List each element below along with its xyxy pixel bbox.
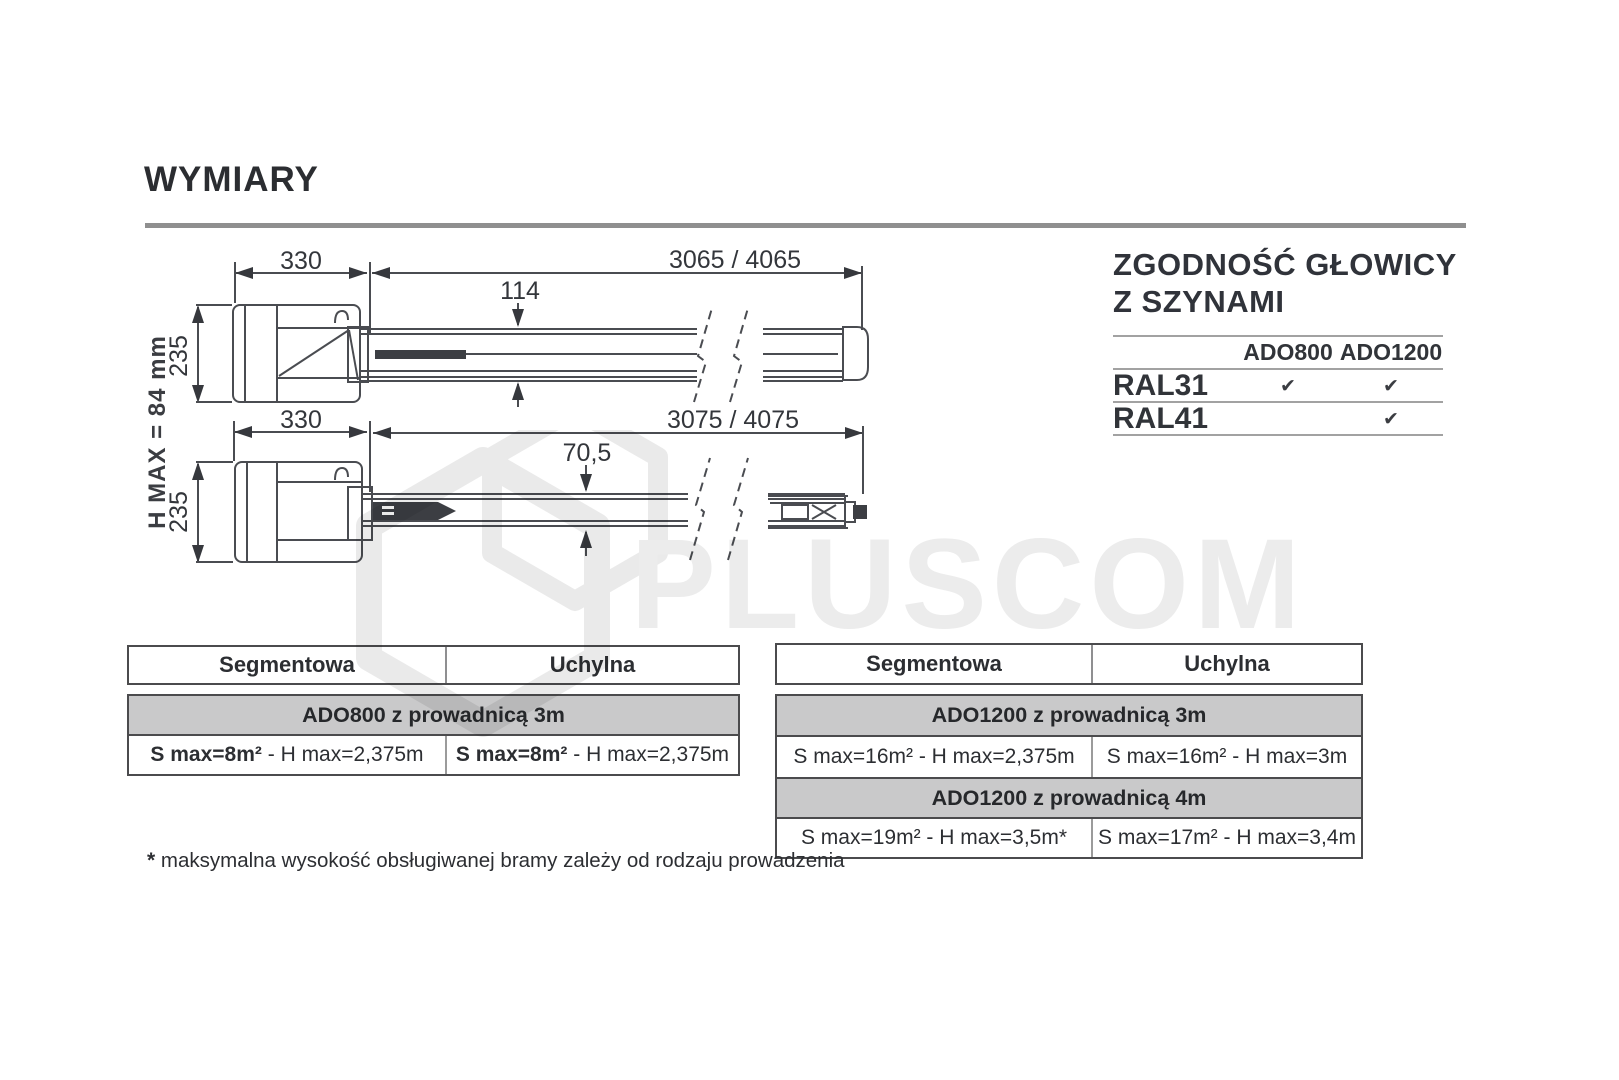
compatibility-table (1113, 335, 1443, 436)
page-title: WYMIARY (144, 160, 319, 199)
dim-rail-height-top: 114 (500, 277, 540, 305)
compat-col-ado1200: ADO1200 (1339, 339, 1443, 365)
table-header-cell: Segmentowa (219, 652, 355, 677)
watermark-text: PLUSCOM (630, 513, 1306, 656)
compatibility-header-row (1113, 337, 1443, 370)
check-icon: ✔ (1383, 374, 1399, 397)
section-title-band: ADO1200 z prowadnicą 3m (777, 696, 1361, 737)
footnote (147, 849, 845, 873)
spec-cell: S max=8m² - H max=2,375m (150, 743, 424, 766)
spec-table-right-header (775, 643, 1363, 685)
table-header-cell: Segmentowa (866, 651, 1002, 676)
spec-cell: S max=17m² - H max=3,4m (1091, 819, 1361, 857)
spec-table-left-body (127, 694, 740, 776)
footnote-asterisk: * (147, 849, 156, 872)
compat-row-label: RAL41 (1113, 401, 1209, 435)
dim-head-width-bottom: 330 (280, 406, 322, 434)
h-max-label: H MAX = 84 mm (144, 335, 171, 529)
spec-cell: S max=8m² - H max=2,375m (445, 736, 738, 774)
section-title-band: ADO1200 z prowadnicą 4m (777, 779, 1361, 819)
compat-col-ado800: ADO800 (1243, 339, 1333, 365)
spec-cell: S max=19m² - H max=3,5m* (800, 826, 1068, 849)
compatibility-title (1113, 246, 1457, 320)
table-row (777, 737, 1361, 779)
spec-table-left-header (127, 645, 740, 685)
dim-rail-length-top: 3065 / 4065 (668, 246, 802, 274)
compat-row-ral41 (1113, 403, 1443, 436)
compatibility-title-line2: Z SZYNAMI (1113, 284, 1285, 319)
dim-rail-length-bottom: 3075 / 4075 (666, 406, 800, 434)
check-icon: ✔ (1383, 407, 1399, 430)
check-icon: ✔ (1280, 374, 1296, 397)
spec-table-right-body (775, 694, 1363, 859)
table-header-cell: Uchylna (445, 647, 738, 683)
title-divider (145, 223, 1466, 228)
compat-row-ral31 (1113, 370, 1443, 403)
footnote-text: maksymalna wysokość obsługiwanej bramy zależy od rodzaju prowadzenia (155, 849, 845, 872)
compat-row-label: RAL31 (1113, 368, 1209, 402)
spec-cell: S max=16m² - H max=2,375m (793, 745, 1075, 768)
table-row (129, 736, 738, 774)
dim-head-height-bottom: 235 (165, 491, 193, 533)
dim-head-width-top: 330 (280, 247, 322, 275)
section-title-band: ADO800 z prowadnicą 3m (129, 696, 738, 736)
table-header-cell: Uchylna (1091, 645, 1361, 683)
table-row (777, 819, 1361, 857)
dim-rail-height-bottom: 70,5 (562, 439, 612, 467)
dimension-drawing (130, 235, 960, 625)
dim-head-height-top: 235 (165, 335, 193, 377)
compatibility-title-line1: ZGODNOŚĆ GŁOWICY (1113, 247, 1457, 282)
spec-cell: S max=16m² - H max=3m (1091, 737, 1361, 777)
